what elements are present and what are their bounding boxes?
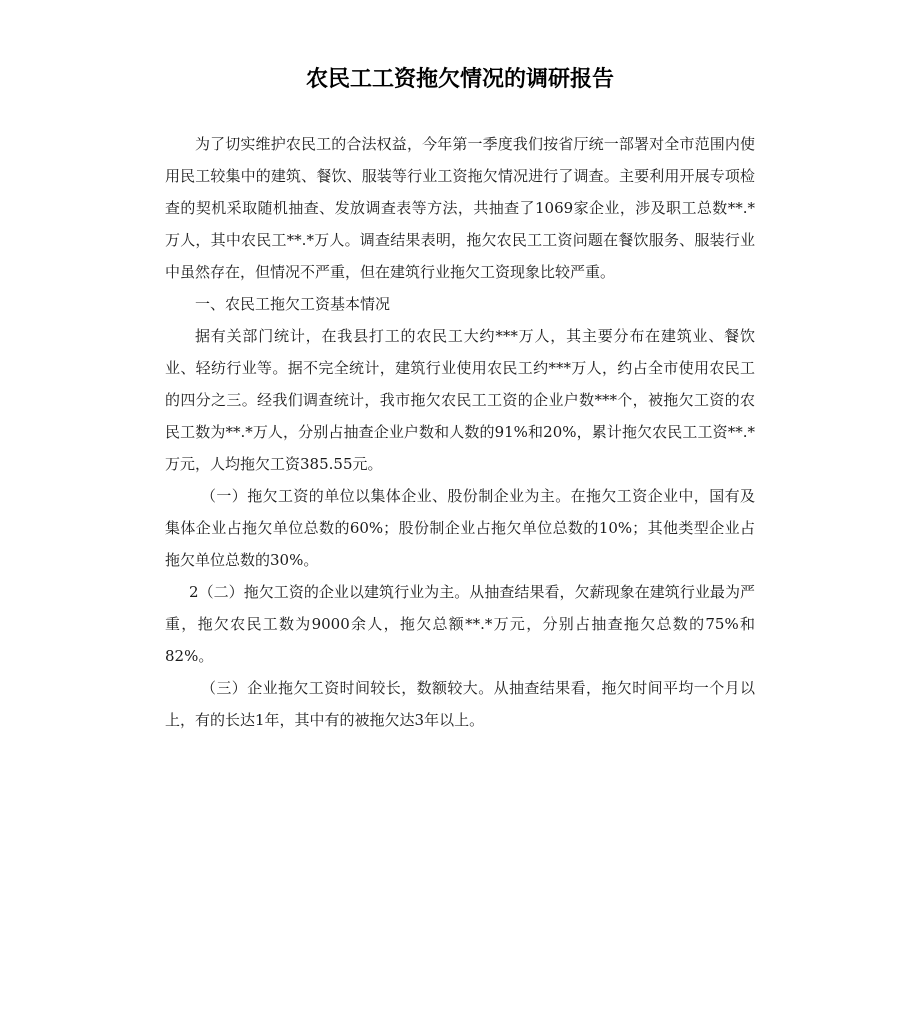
subsection-two-paragraph: 2（二）拖欠工资的企业以建筑行业为主。从抽查结果看，欠薪现象在建筑行业最为严重，拖欠农民工数为9000余人，拖欠总额**.*万元，分别占抽查拖欠总数的75%和82%。: [165, 583, 755, 665]
document-title: 农民工工资拖欠情况的调研报告: [305, 67, 614, 92]
section-heading-basic-situation: 一、农民工拖欠工资基本情况: [195, 295, 391, 313]
subsection-three-paragraph: （三）企业拖欠工资时间较长，数额较大。从抽查结果看，拖欠时间平均一个月以上，有的长达1年，其中有的被拖欠达3年以上。: [165, 679, 755, 729]
subsection-one-paragraph: （一）拖欠工资的单位以集体企业、股份制企业为主。在拖欠工资企业中，国有及集体企业占拖欠单位总数的60%；股份制企业占拖欠单位总数的10%；其他类型企业占拖欠单位总数的30%。: [165, 487, 755, 569]
intro-paragraph: 为了切实维护农民工的合法权益，今年第一季度我们按省厅统一部署对全市范围内使用民工较集中的建筑、餐饮、服装等行业工资拖欠情况进行了调查。主要利用开展专项检查的契机采取随机抽查、发放调查表等方法，共抽查了1069家企业，涉及职工总数**.*万人，其中农民工**.*万人。调查结果表明，拖欠农民工工资问题在餐饮服务、服装行业中虽然存在，但情况不严重，但在建筑行业拖欠工资现象比较严重。: [165, 135, 755, 281]
statistics-paragraph: 据有关部门统计，在我县打工的农民工大约***万人，其主要分布在建筑业、餐饮业、轻纺行业等。据不完全统计，建筑行业使用农民工约***万人，约占全市使用农民工的四分之三。经我们调查统计，我市拖欠农民工工资的企业户数***个，被拖欠工资的农民工数为**.*万人，分别占抽查企业户数和人数的91%和20%，累计拖欠农民工工资**.*万元，人均拖欠工资385.55元。: [165, 327, 755, 473]
document-body: [165, 128, 755, 736]
